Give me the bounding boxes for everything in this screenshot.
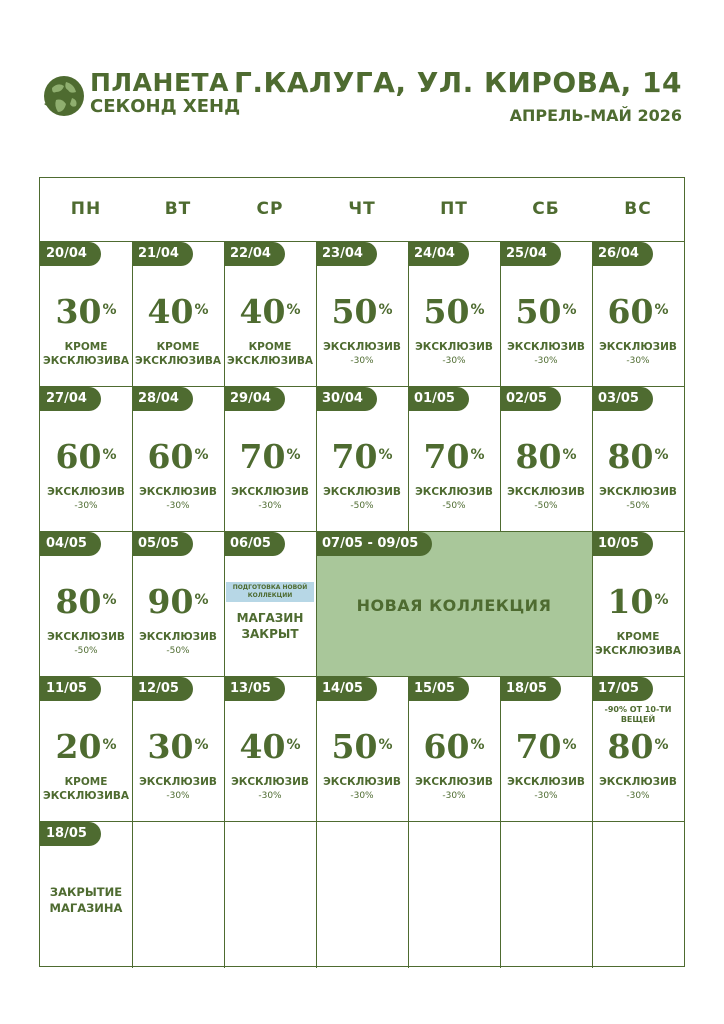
discount-value: 70	[331, 437, 378, 476]
condition-line-2: -30%	[442, 356, 466, 366]
day-cell	[224, 677, 316, 821]
date-badge: 23/04	[316, 242, 377, 266]
discount-percent	[592, 294, 684, 330]
condition-line-1: ЭКСКЛЮЗИВ	[231, 776, 309, 788]
day-cell	[408, 387, 500, 531]
percent-sign: %	[194, 302, 209, 318]
condition-line-2: -30%	[350, 356, 374, 366]
day-cell	[224, 532, 316, 676]
percent-sign: %	[378, 302, 393, 318]
day-cell	[40, 532, 132, 676]
discount-value: 80	[607, 727, 654, 766]
discount-value: 60	[55, 437, 102, 476]
discount-percent	[40, 439, 132, 475]
discount-value: 50	[423, 292, 470, 331]
closed-line-2: ЗАКРЫТ	[241, 627, 299, 641]
discount-condition	[408, 485, 500, 513]
day-cell	[316, 387, 408, 531]
condition-line-2: -30%	[166, 791, 190, 801]
discount-value: 60	[147, 437, 194, 476]
weekday-header: СБ	[532, 199, 560, 219]
percent-sign: %	[470, 737, 485, 753]
discount-percent	[500, 294, 592, 330]
day-cell	[40, 242, 132, 386]
date-badge: 17/05	[592, 677, 653, 701]
percent-sign: %	[470, 302, 485, 318]
date-badge: 22/04	[224, 242, 285, 266]
day-cell	[408, 242, 500, 386]
discount-value: 50	[331, 292, 378, 331]
discount-percent	[224, 729, 316, 765]
date-badge: 30/04	[316, 387, 377, 411]
discount-value: 70	[239, 437, 286, 476]
closed-line-1: МАГАЗИН	[236, 611, 304, 625]
discount-condition	[132, 775, 224, 803]
condition-line-1: ЭКСКЛЮЗИВ	[323, 486, 401, 498]
discount-condition	[592, 775, 684, 803]
date-badge: 20/04	[40, 242, 101, 266]
condition-line-2: -30%	[534, 791, 558, 801]
condition-line-1: ЭКСКЛЮЗИВ	[415, 486, 493, 498]
date-badge: 29/04	[224, 387, 285, 411]
condition-line-1: ЭКСКЛЮЗИВ	[507, 776, 585, 788]
percent-sign: %	[654, 302, 669, 318]
closing-line-1: ЗАКРЫТИЕ	[49, 885, 123, 899]
discount-percent	[224, 439, 316, 475]
logo-line-1: ПЛАНЕТА	[90, 68, 229, 97]
discount-condition	[132, 340, 224, 368]
percent-sign: %	[378, 737, 393, 753]
condition-line-1: КРОМЕ	[64, 776, 108, 788]
discount-percent	[132, 729, 224, 765]
weekday-header: ВС	[624, 199, 652, 219]
discount-value: 90	[147, 582, 194, 621]
discount-value: 10	[607, 582, 654, 621]
condition-line-1: ЭКСКЛЮЗИВ	[599, 776, 677, 788]
condition-line-1: ЭКСКЛЮЗИВ	[47, 486, 125, 498]
discount-condition	[592, 485, 684, 513]
condition-line-1: КРОМЕ	[616, 631, 660, 643]
discount-value: 60	[423, 727, 470, 766]
percent-sign: %	[654, 592, 669, 608]
condition-line-2: -50%	[626, 501, 650, 511]
condition-line-1: ЭКСКЛЮЗИВ	[47, 631, 125, 643]
discount-value: 40	[147, 292, 194, 331]
date-badge: 11/05	[40, 677, 101, 701]
discount-value: 30	[55, 292, 102, 331]
date-badge: 13/05	[224, 677, 285, 701]
percent-sign: %	[562, 302, 577, 318]
condition-line-1: КРОМЕ	[156, 341, 200, 353]
discount-value: 40	[239, 292, 286, 331]
date-badge: 15/05	[408, 677, 469, 701]
condition-line-2: -30%	[258, 501, 282, 511]
condition-line-1: ЭКСКЛЮЗИВ	[599, 486, 677, 498]
date-badge: 04/05	[40, 532, 101, 556]
day-cell	[500, 677, 592, 821]
discount-percent	[40, 584, 132, 620]
discount-percent	[40, 729, 132, 765]
discount-value: 50	[331, 727, 378, 766]
date-badge: 28/04	[132, 387, 193, 411]
day-cell	[592, 532, 684, 676]
date-badge: 27/04	[40, 387, 101, 411]
discount-condition	[500, 775, 592, 803]
day-cell	[132, 242, 224, 386]
discount-value: 70	[515, 727, 562, 766]
discount-value: 80	[515, 437, 562, 476]
discount-value: 70	[423, 437, 470, 476]
condition-line-2: -50%	[166, 646, 190, 656]
condition-line-2: -50%	[442, 501, 466, 511]
discount-percent	[316, 294, 408, 330]
logo-line-2: СЕКОНД ХЕНД	[90, 96, 241, 117]
date-badge: 24/04	[408, 242, 469, 266]
day-cell	[40, 822, 132, 966]
percent-sign: %	[102, 302, 117, 318]
discount-condition	[40, 485, 132, 513]
schedule-period: АПРЕЛЬ-МАЙ 2026	[509, 106, 682, 125]
discount-percent	[408, 729, 500, 765]
condition-line-1: ЭКСКЛЮЗИВ	[139, 776, 217, 788]
store-closing-label	[40, 884, 132, 916]
discount-condition	[40, 775, 132, 803]
discount-percent	[592, 729, 684, 765]
weekday-header: ВТ	[164, 199, 192, 219]
percent-sign: %	[654, 737, 669, 753]
condition-line-2: ЭКСКЛЮЗИВА	[595, 645, 681, 657]
condition-line-2: -50%	[534, 501, 558, 511]
discount-value: 80	[55, 582, 102, 621]
discount-percent	[408, 439, 500, 475]
date-badge: 02/05	[500, 387, 561, 411]
discount-percent	[316, 729, 408, 765]
day-cell	[224, 387, 316, 531]
discount-condition	[224, 485, 316, 513]
weekday-header: ПН	[70, 199, 102, 219]
discount-condition	[132, 485, 224, 513]
day-cell	[592, 242, 684, 386]
bulk-offer-note: -90% ОТ 10-ТИ ВЕЩЕЙ	[604, 705, 672, 724]
discount-value: 20	[55, 727, 102, 766]
discount-percent	[500, 439, 592, 475]
closing-line-2: МАГАЗИНА	[49, 901, 123, 915]
date-badge: 05/05	[132, 532, 193, 556]
discount-condition	[500, 340, 592, 368]
condition-line-2: ЭКСКЛЮЗИВА	[43, 355, 129, 367]
weekday-header: ПТ	[440, 199, 468, 219]
condition-line-1: ЭКСКЛЮЗИВ	[323, 776, 401, 788]
date-badge: 18/05	[40, 822, 101, 846]
day-cell	[592, 387, 684, 531]
discount-value: 80	[607, 437, 654, 476]
grid-line	[40, 821, 684, 822]
condition-line-1: ЭКСКЛЮЗИВ	[507, 341, 585, 353]
discount-percent	[500, 729, 592, 765]
date-badge: 12/05	[132, 677, 193, 701]
new-collection-label: НОВАЯ КОЛЛЕКЦИЯ	[356, 596, 552, 615]
discount-percent	[408, 294, 500, 330]
discount-condition	[316, 340, 408, 368]
date-badge: 18/05	[500, 677, 561, 701]
discount-percent	[40, 294, 132, 330]
discount-percent	[132, 294, 224, 330]
condition-line-1: ЭКСКЛЮЗИВ	[415, 776, 493, 788]
percent-sign: %	[102, 737, 117, 753]
discount-percent	[224, 294, 316, 330]
discount-condition	[316, 485, 408, 513]
condition-line-2: -30%	[626, 791, 650, 801]
condition-line-1: ЭКСКЛЮЗИВ	[415, 341, 493, 353]
day-cell	[132, 387, 224, 531]
globe-icon	[42, 74, 86, 118]
condition-line-2: ЭКСКЛЮЗИВА	[135, 355, 221, 367]
discount-condition	[500, 485, 592, 513]
discount-percent	[132, 584, 224, 620]
condition-line-1: ЭКСКЛЮЗИВ	[507, 486, 585, 498]
percent-sign: %	[194, 737, 209, 753]
percent-sign: %	[654, 447, 669, 463]
discount-condition	[592, 630, 684, 658]
percent-sign: %	[378, 447, 393, 463]
day-cell	[224, 242, 316, 386]
condition-line-2: -30%	[534, 356, 558, 366]
percent-sign: %	[286, 737, 301, 753]
discount-percent	[316, 439, 408, 475]
condition-line-2: -30%	[258, 791, 282, 801]
store-address: Г.КАЛУГА, УЛ. КИРОВА, 14	[233, 66, 682, 99]
date-badge: 26/04	[592, 242, 653, 266]
discount-value: 60	[607, 292, 654, 331]
condition-line-2: -50%	[350, 501, 374, 511]
percent-sign: %	[102, 592, 117, 608]
condition-line-1: ЭКСКЛЮЗИВ	[231, 486, 309, 498]
discount-value: 50	[515, 292, 562, 331]
discount-percent	[592, 439, 684, 475]
percent-sign: %	[562, 447, 577, 463]
discount-percent	[592, 584, 684, 620]
percent-sign: %	[562, 737, 577, 753]
condition-line-2: -30%	[442, 791, 466, 801]
condition-line-2: -30%	[626, 356, 650, 366]
condition-line-1: КРОМЕ	[248, 341, 292, 353]
date-badge: 14/05	[316, 677, 377, 701]
condition-line-1: ЭКСКЛЮЗИВ	[139, 486, 217, 498]
condition-line-1: ЭКСКЛЮЗИВ	[139, 631, 217, 643]
weekday-header: ЧТ	[348, 199, 376, 219]
day-cell	[500, 242, 592, 386]
day-cell	[132, 532, 224, 676]
day-cell	[592, 677, 684, 821]
discount-condition	[40, 340, 132, 368]
day-cell	[316, 532, 592, 676]
day-cell	[408, 677, 500, 821]
percent-sign: %	[194, 592, 209, 608]
day-cell	[132, 677, 224, 821]
date-badge: 25/04	[500, 242, 561, 266]
condition-line-2: -30%	[74, 501, 98, 511]
day-cell	[500, 387, 592, 531]
date-badge: 21/04	[132, 242, 193, 266]
day-cell	[40, 387, 132, 531]
discount-condition	[224, 340, 316, 368]
date-badge: 01/05	[408, 387, 469, 411]
date-badge: 03/05	[592, 387, 653, 411]
percent-sign: %	[286, 302, 301, 318]
day-cell	[316, 677, 408, 821]
percent-sign: %	[286, 447, 301, 463]
percent-sign: %	[470, 447, 485, 463]
percent-sign: %	[194, 447, 209, 463]
date-badge: 07/05 - 09/05	[316, 532, 432, 556]
discount-condition	[408, 775, 500, 803]
condition-line-2: -50%	[74, 646, 98, 656]
percent-sign: %	[102, 447, 117, 463]
weekday-header: СР	[256, 199, 284, 219]
discount-condition	[316, 775, 408, 803]
condition-line-2: -30%	[350, 791, 374, 801]
discount-value: 30	[147, 727, 194, 766]
day-cell	[316, 242, 408, 386]
discount-condition	[408, 340, 500, 368]
discount-calendar	[39, 177, 685, 967]
condition-line-1: ЭКСКЛЮЗИВ	[323, 341, 401, 353]
discount-condition	[132, 630, 224, 658]
condition-line-2: ЭКСКЛЮЗИВА	[43, 790, 129, 802]
condition-line-1: ЭКСКЛЮЗИВ	[599, 341, 677, 353]
condition-line-2: -30%	[166, 501, 190, 511]
discount-condition	[40, 630, 132, 658]
discount-condition	[592, 340, 684, 368]
discount-percent	[132, 439, 224, 475]
discount-value: 40	[239, 727, 286, 766]
collection-prep-note: ПОДГОТОВКА НОВОЙ КОЛЛЕКЦИИ	[226, 582, 314, 602]
discount-condition	[224, 775, 316, 803]
date-badge: 06/05	[224, 532, 285, 556]
condition-line-1: КРОМЕ	[64, 341, 108, 353]
date-badge: 10/05	[592, 532, 653, 556]
store-closed-label	[224, 610, 316, 642]
brand-logo	[42, 70, 242, 122]
day-cell	[40, 677, 132, 821]
condition-line-2: ЭКСКЛЮЗИВА	[227, 355, 313, 367]
